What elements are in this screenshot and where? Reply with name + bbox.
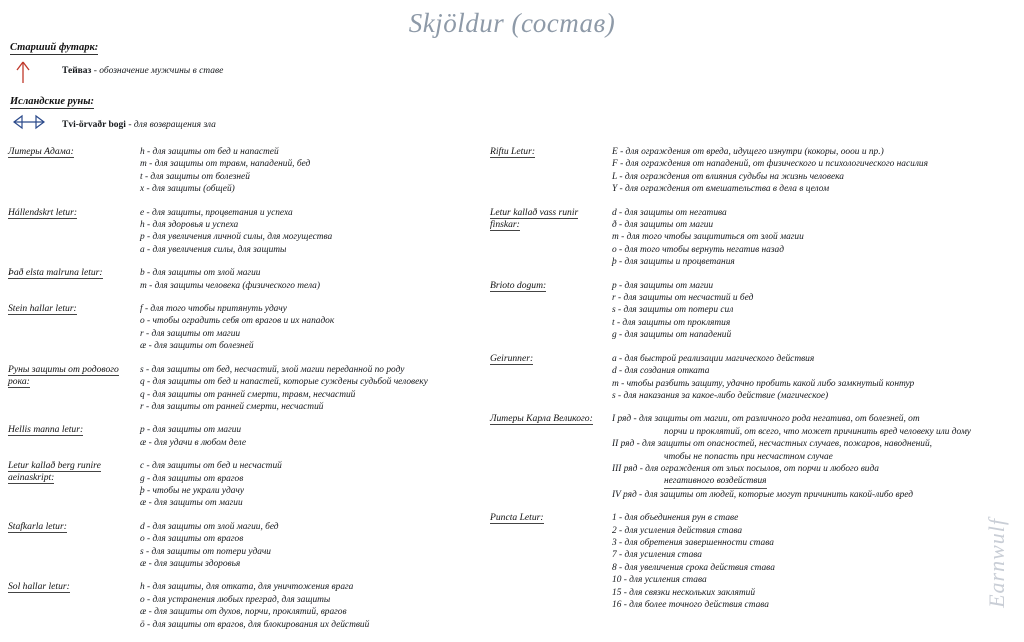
entry-label: Литеры Адама: <box>8 146 74 157</box>
entry-line: m - для защиты человека (физического тела) <box>140 280 320 291</box>
entry-lines <box>612 512 1020 611</box>
reference-entry <box>8 424 494 449</box>
entry-line: þ - чтобы не украли удачу <box>140 485 244 496</box>
entry-line: h - для защиты, для отката, для уничтожения врага <box>140 582 354 593</box>
entry-line: x - для защиты (общей) <box>140 184 235 195</box>
reference-entry <box>490 146 1020 196</box>
entry-label: Það elsta malruna letur: <box>8 267 103 279</box>
entry-lines <box>612 353 1020 403</box>
entry-line: þ - для защиты и процветания <box>612 257 735 268</box>
entry-line: t - для защиты от проклятия <box>612 317 731 328</box>
entry-label: Letur kallað berg runire aeinaskript: <box>8 460 101 484</box>
entry-line: негативного воздействия <box>612 475 1020 488</box>
entry-line: p - для увеличения личной силы, для могущества <box>140 232 333 243</box>
entry-line: 15 - для связки нескольких заклятий <box>612 587 756 598</box>
entry-line: F - для ограждения от нападений, от физического и психологического насилия <box>612 159 928 170</box>
entry-line: 3 - для обретения завершенности става <box>612 537 774 548</box>
entry-lines <box>612 207 1020 269</box>
reference-entry <box>8 460 494 510</box>
entry-lines <box>612 413 1020 501</box>
entry-line: s - для защиты от бед, несчастий, злой магии переданной по роду <box>140 364 405 375</box>
right-column <box>490 146 1020 622</box>
entry-line: f - для того чтобы притянуть удачу <box>140 304 287 315</box>
entry-line: o - для защиты от врагов <box>140 534 244 545</box>
entry-line: a - для быстрой реализации магического действия <box>612 353 815 364</box>
entry-line: II ряд - для защиты от опасностей, несчастных случаев, пожаров, наводнений, <box>612 439 933 450</box>
reference-entry <box>8 581 494 631</box>
reference-entry <box>8 521 494 571</box>
entry-line: m - для защиты от травм, нападений, бед <box>140 159 311 170</box>
entry-label: Riftu Letur: <box>490 146 536 157</box>
entry-line: æ - для удачи в любом деле <box>140 437 247 448</box>
entry-label: Hállendskrt letur: <box>8 206 78 218</box>
entry-lines <box>140 267 494 292</box>
entry-line: 16 - для более точного действия става <box>612 600 769 610</box>
entry-lines <box>140 581 494 631</box>
entry-lines <box>612 146 1020 196</box>
entry-line: порчи и проклятий, от всего, что может причинить вред человеку или дому <box>664 426 971 437</box>
rune-row-tvi-orvadr-bogi <box>12 112 216 138</box>
entry-label: Sol hallar letur: <box>8 581 70 593</box>
entry-line: q - для защиты от бед и напастей, которые суждены судьбой человеку <box>140 377 428 388</box>
entry-line: æ - для защиты здоровья <box>140 558 241 569</box>
entry-line: d - для защиты от негатива <box>612 207 727 218</box>
entry-line: s - для защиты от потери сил <box>612 305 734 316</box>
section-heading-icelandic <box>10 96 94 107</box>
rune-row-tiwaz <box>12 58 223 84</box>
tvi-orvadr-bogi-meaning: - для возвращения зла <box>128 120 216 130</box>
entry-lines <box>140 460 494 510</box>
page-title: Skjöldur (состав) <box>408 8 616 38</box>
reference-entry <box>8 303 494 353</box>
tiwaz-rune-description <box>56 66 223 76</box>
entry-line: g - для защиты от врагов <box>140 473 244 484</box>
entry-line: e - для защиты, процветания и успеха <box>140 207 293 218</box>
entry-line: ð - для защиты от магии <box>612 220 714 231</box>
entry-line: 7 - для усиления става <box>612 550 702 561</box>
entry-line: m - для того чтобы защититься от злой магии <box>612 232 804 243</box>
entry-lines <box>140 146 494 196</box>
entry-line: 8 - для увеличения срока действия става <box>612 562 775 573</box>
entry-label: Hellis manna letur: <box>8 424 84 436</box>
entry-line: r - для защиты от ранней смерти, несчастий <box>140 401 324 412</box>
entry-line: E - для ограждения от вреда, идущего изнутри (кокоры, ооои и пр.) <box>612 147 884 157</box>
entry-line: q - для защиты от ранней смерти, травм, несчастий <box>140 389 356 400</box>
entry-label: Литеры Карла Великого: <box>490 413 593 425</box>
entry-line: æ - для защиты от болезней <box>140 341 254 352</box>
reference-entry <box>490 413 1020 501</box>
reference-entry <box>490 280 1020 342</box>
entry-lines <box>140 364 494 414</box>
entry-line: чтобы не попасть при несчастном случае <box>664 451 833 462</box>
entry-lines <box>612 280 1020 342</box>
entry-label: Puncta Letur: <box>490 512 544 524</box>
reference-entry <box>8 267 494 292</box>
entry-line: p - для защиты от магии <box>612 280 714 291</box>
entry-line: L - для ограждения от влияния судьбы на жизнь человека <box>612 171 844 182</box>
watermark: Earnwulf <box>984 518 1009 608</box>
entry-line: r - для защиты от магии <box>140 328 241 339</box>
reference-entry <box>490 512 1020 611</box>
tiwaz-rune-name: Тейваз <box>62 66 92 76</box>
entry-lines <box>140 303 494 353</box>
entry-line: d - для создания отката <box>612 366 710 377</box>
section-heading-elder-futhark-text: Старший футарк: <box>10 42 99 53</box>
entry-line: t - для защиты от болезней <box>140 171 250 182</box>
entry-line: c - для защиты от бед и несчастий <box>140 461 282 472</box>
entry-line: r - для защиты от несчастий и бед <box>612 293 754 304</box>
entry-line: o - для того чтобы вернуть негатив назад <box>612 244 784 255</box>
entry-line: b - для защиты от злой магии <box>140 268 261 279</box>
reference-entry <box>490 207 1020 269</box>
entry-line: 1 - для объединения рун в ставе <box>612 513 739 524</box>
left-column <box>8 146 494 642</box>
entry-label: Brioto dogum: <box>490 279 547 291</box>
reference-entry <box>8 146 494 196</box>
tvi-orvadr-bogi-name: Tvi-örvaðr bogi <box>62 120 126 130</box>
entry-line: æ - для защиты от магии <box>140 498 243 509</box>
entry-line: d - для защиты от злой магии, бед <box>140 521 279 532</box>
tiwaz-rune-icon <box>12 58 46 84</box>
reference-entry <box>490 353 1020 403</box>
entry-line: Y - для ограждения от вмешательства в дела в целом <box>612 184 830 195</box>
reference-entry <box>8 364 494 414</box>
entry-line: o - для устранения любых преград, для защиты <box>140 594 331 605</box>
entry-label: Stein hallar letur: <box>8 303 77 315</box>
entry-line: p - для защиты от магии <box>140 425 242 436</box>
entry-line: a - для увеличения силы, для защиты <box>140 244 287 255</box>
entry-line: g - для защиты от нападений <box>612 330 732 341</box>
entry-line: ö - для защиты от врагов, для блокирования их действий <box>140 619 370 630</box>
entry-label: Руны защиты от родового рока: <box>8 363 119 387</box>
entry-line: h - для здоровья и успеха <box>140 220 239 231</box>
entry-line: 2 - для усиления действия става <box>612 525 743 536</box>
entry-line: 10 - для усиления става <box>612 575 707 586</box>
entry-label: Geirunner: <box>490 352 534 364</box>
tiwaz-rune-meaning: - обозначение мужчины в ставе <box>93 66 224 76</box>
tvi-orvadr-bogi-rune-icon <box>12 112 46 138</box>
section-heading-elder-futhark <box>10 42 98 53</box>
entry-lines <box>140 521 494 571</box>
entry-line: I ряд - для защиты от магии, от различного рода негатива, от болезней, от <box>612 414 920 425</box>
entry-label: Letur kallað vass runir finskar: <box>490 206 579 230</box>
entry-lines <box>140 424 494 449</box>
reference-entry <box>8 207 494 257</box>
entry-line: s - для защиты от потери удачи <box>140 546 271 557</box>
tvi-orvadr-bogi-description <box>56 120 216 130</box>
entry-line: m - чтобы разбить защиту, удачно пробить какой либо замкнутый контур <box>612 378 915 389</box>
entry-line: III ряд - для ограждения от злых посылов, от порчи и любого вида <box>612 463 879 474</box>
entry-line: IV ряд - для защиты от людей, которые могут причинить какой-либо вред <box>612 489 913 500</box>
entry-label: Stafkarla letur: <box>8 520 67 532</box>
entry-line: æ - для защиты от духов, порчи, проклятий, врагов <box>140 607 347 618</box>
section-heading-icelandic-text: Исландские руны: <box>10 96 94 107</box>
entry-line: h - для защиты от бед и напастей <box>140 147 279 157</box>
entry-line: s - для наказания за какое-либо действие (магическое) <box>612 390 829 401</box>
entry-line: o - чтобы оградить себя от врагов и их нападок <box>140 316 335 327</box>
entry-lines <box>140 207 494 257</box>
